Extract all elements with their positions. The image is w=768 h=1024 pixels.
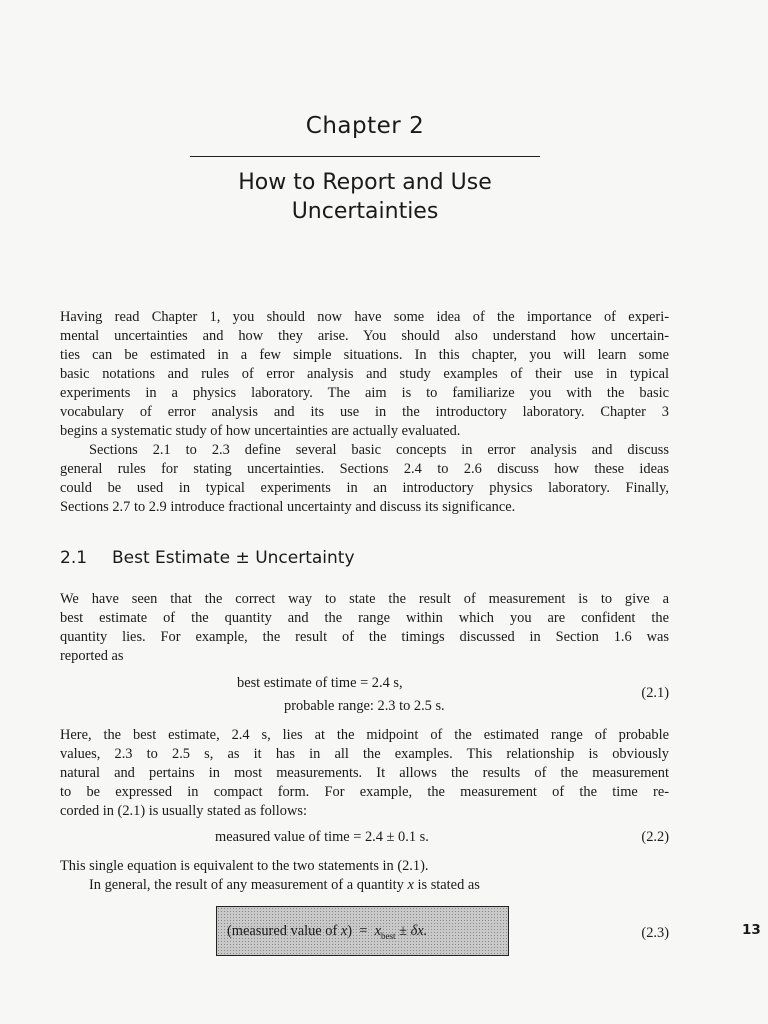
intro-paragraph-2 [60, 441, 669, 517]
equation-2-3-number [60, 925, 669, 945]
eq-rhs-delta: δx. [410, 923, 428, 939]
text-line: ties can be estimated in a few simple situations. In this chapter, you will learn some [60, 347, 669, 363]
equation-2-2 [60, 829, 669, 849]
section-number: 2.1 [60, 548, 88, 568]
equation-2-1 [60, 675, 669, 717]
text-line: experiments in a physics laboratory. The aim is to familiarize you with the basic [60, 385, 669, 401]
text-line: We have seen that the correct way to state the result of measurement is to give a [60, 591, 669, 607]
section-paragraph-2 [60, 726, 669, 821]
section-paragraph-3 [60, 857, 669, 895]
intro-text [60, 308, 669, 517]
equation-2-1-line-1: best estimate of time = 2.4 s, [237, 675, 403, 691]
equation-number: (2.1) [641, 685, 669, 701]
eq-lhs-open: (measured value of [227, 923, 341, 939]
text-line: begins a systematic study of how uncertainties are actually evaluated. [60, 423, 461, 439]
text-line: This single equation is equivalent to the two statements in (2.1). [60, 858, 429, 874]
variable-x: x [407, 877, 414, 893]
text-line: general rules for stating uncertainties. Sections 2.4 to 2.6 discuss how these ideas [60, 461, 669, 477]
chapter-label: Chapter 2 [305, 113, 425, 139]
chapter-title-line-1: How to Report and Use [238, 170, 492, 195]
text-line: Here, the best estimate, 2.4 s, lies at the midpoint of the estimated range of probable [60, 727, 669, 743]
eq-rhs-sub: best [380, 930, 396, 941]
text-line [60, 876, 669, 895]
text-line: reported as [60, 648, 124, 664]
text-line: quantity lies. For example, the result of the timings discussed in Section 1.6 was [60, 629, 669, 645]
text-line: Having read Chapter 1, you should now have some idea of the importance of experi- [60, 309, 669, 325]
text-line: best estimate of the quantity and the range within which you are confident the [60, 610, 669, 626]
text-line: could be used in typical experiments in an introductory physics laboratory. Finally, [60, 480, 669, 496]
intro-paragraph-1 [60, 308, 669, 441]
equation-2-1-line-2: probable range: 2.3 to 2.5 s. [284, 698, 445, 714]
equation-number: (2.2) [641, 829, 669, 845]
text-line: to be expressed in compact form. For example, the measurement of the time re- [60, 784, 669, 800]
paragraph-4-text: In general, the result of any measurement of a quantity [89, 877, 404, 893]
equation-2-2-text: measured value of time = 2.4 ± 0.1 s. [215, 829, 429, 845]
text-line: corded in (2.1) is usually stated as follows: [60, 803, 307, 819]
eq-equals: = [359, 923, 368, 939]
text-line: vocabulary of error analysis and its use in the introductory laboratory. Chapter 3 [60, 404, 669, 420]
text-line: basic notations and rules of error analysis and study examples of their use in typical [60, 366, 669, 382]
section-title: Best Estimate ± Uncertainty [112, 548, 355, 568]
text-line: natural and pertains in most measurements. It allows the results of the measurement [60, 765, 669, 781]
text-line: Sections 2.1 to 2.3 define several basic concepts in error analysis and discuss [89, 442, 669, 458]
chapter-title-line-2: Uncertainties [291, 199, 439, 224]
text-line: Sections 2.7 to 2.9 introduce fractional uncertainty and discuss its significance. [60, 499, 516, 515]
text-line: mental uncertainties and how they arise. You should also understand how uncertain- [60, 328, 669, 344]
page-number: 13 [742, 922, 761, 938]
eq-pm: ± [399, 923, 407, 939]
section-paragraph-1 [60, 590, 669, 666]
chapter-title [170, 168, 560, 226]
chapter-rule [190, 156, 540, 157]
equation-number: (2.3) [641, 925, 669, 941]
eq-lhs-close: ) [347, 923, 353, 939]
eq-rhs-var: x [374, 923, 381, 939]
text-line: values, 2.3 to 2.5 s, as it has in all the examples. This relationship is obviously [60, 746, 669, 762]
eq-lhs-var: x [340, 923, 348, 939]
section-heading [60, 548, 355, 568]
paragraph-4-end: is stated as [417, 877, 480, 893]
